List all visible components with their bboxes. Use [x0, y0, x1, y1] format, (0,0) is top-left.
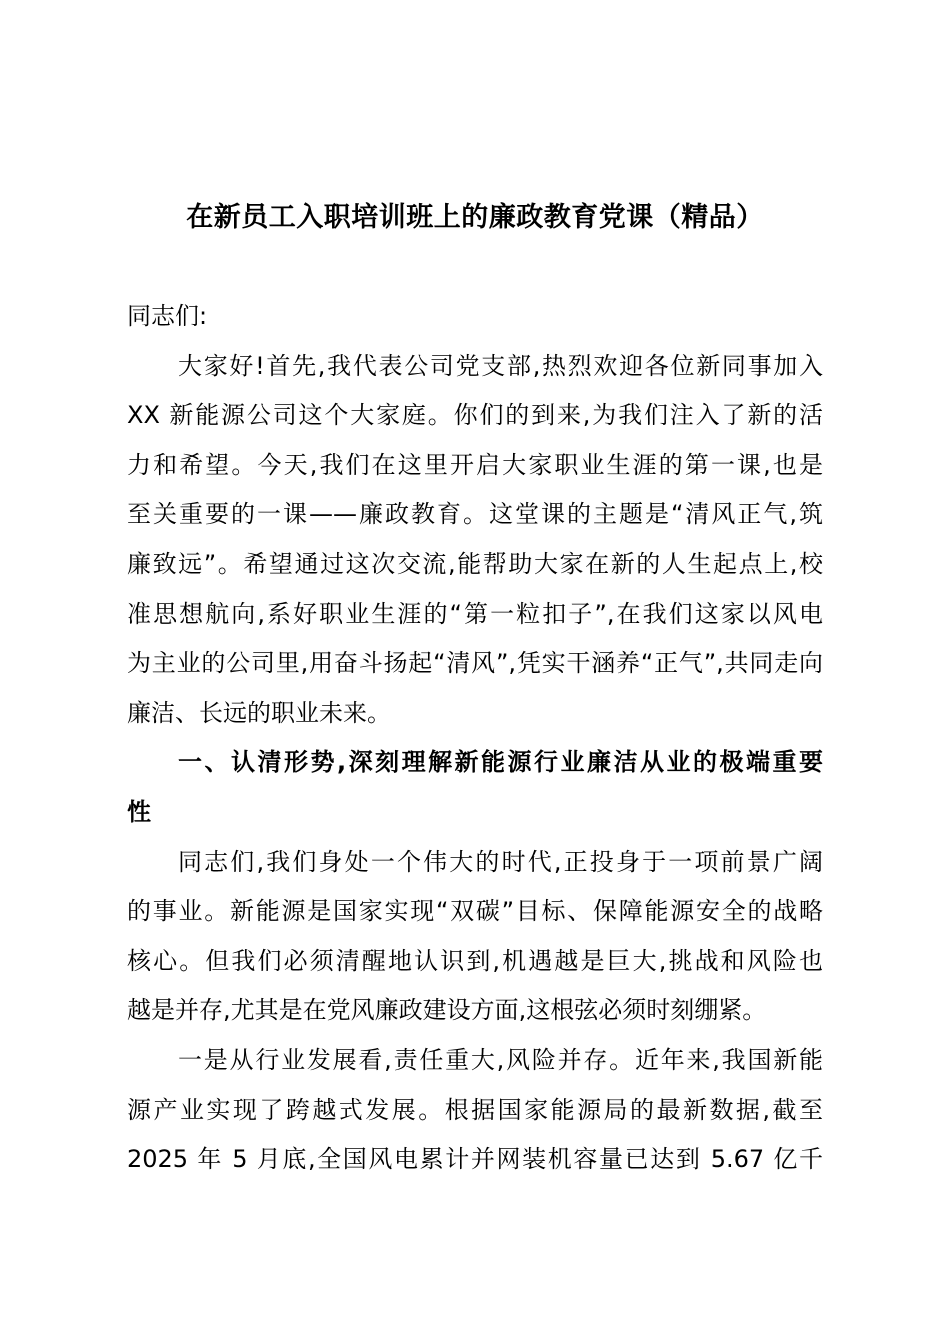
paragraph-line: 廉洁、长远的职业未来。	[127, 698, 391, 727]
paragraph-line: 越是并存,尤其是在党风廉政建设方面,这根弦必须时刻绷紧。	[127, 996, 767, 1025]
section-heading-line: 性	[127, 797, 151, 826]
paragraph-line: 大家好!首先,我代表公司党支部,热烈欢迎各位新同事加入	[178, 351, 823, 380]
paragraph-line: 源产业实现了跨越式发展。根据国家能源局的最新数据,截至	[127, 1095, 823, 1124]
paragraph-line: 同志们,我们身处一个伟大的时代,正投身于一项前景广阔	[178, 847, 823, 876]
paragraph-line: 力和希望。今天,我们在这里开启大家职业生涯的第一课,也是	[127, 450, 823, 479]
paragraph-line: 2025 年 5 月底,全国风电累计并网装机容量已达到 5.67 亿千	[127, 1145, 823, 1174]
paragraph-line: 廉致远”。希望通过这次交流,能帮助大家在新的人生起点上,校	[127, 549, 823, 578]
section-heading-line: 一、认清形势,深刻理解新能源行业廉洁从业的极端重要	[178, 748, 823, 777]
paragraph-line: 至关重要的一课——廉政教育。这堂课的主题是“清风正气,筑	[127, 500, 823, 529]
paragraph-line: 核心。但我们必须清醒地认识到,机遇越是巨大,挑战和风险也	[127, 946, 823, 975]
paragraph-line: 准思想航向,系好职业生涯的“第一粒扣子”,在我们这家以风电	[127, 599, 823, 628]
paragraph-line: 一是从行业发展看,责任重大,风险并存。近年来,我国新能	[178, 1045, 823, 1074]
document-title: 在新员工入职培训班上的廉政教育党课（精品）	[186, 202, 764, 233]
paragraph-line: 为主业的公司里,用奋斗扬起“清风”,凭实干涵养“正气”,共同走向	[127, 649, 823, 678]
paragraph-line: XX 新能源公司这个大家庭。你们的到来,为我们注入了新的活	[127, 401, 823, 430]
paragraph-line: 的事业。新能源是国家实现“双碳”目标、保障能源安全的战略	[127, 897, 823, 926]
salutation: 同志们:	[127, 302, 208, 330]
document-body	[127, 296, 823, 1189]
